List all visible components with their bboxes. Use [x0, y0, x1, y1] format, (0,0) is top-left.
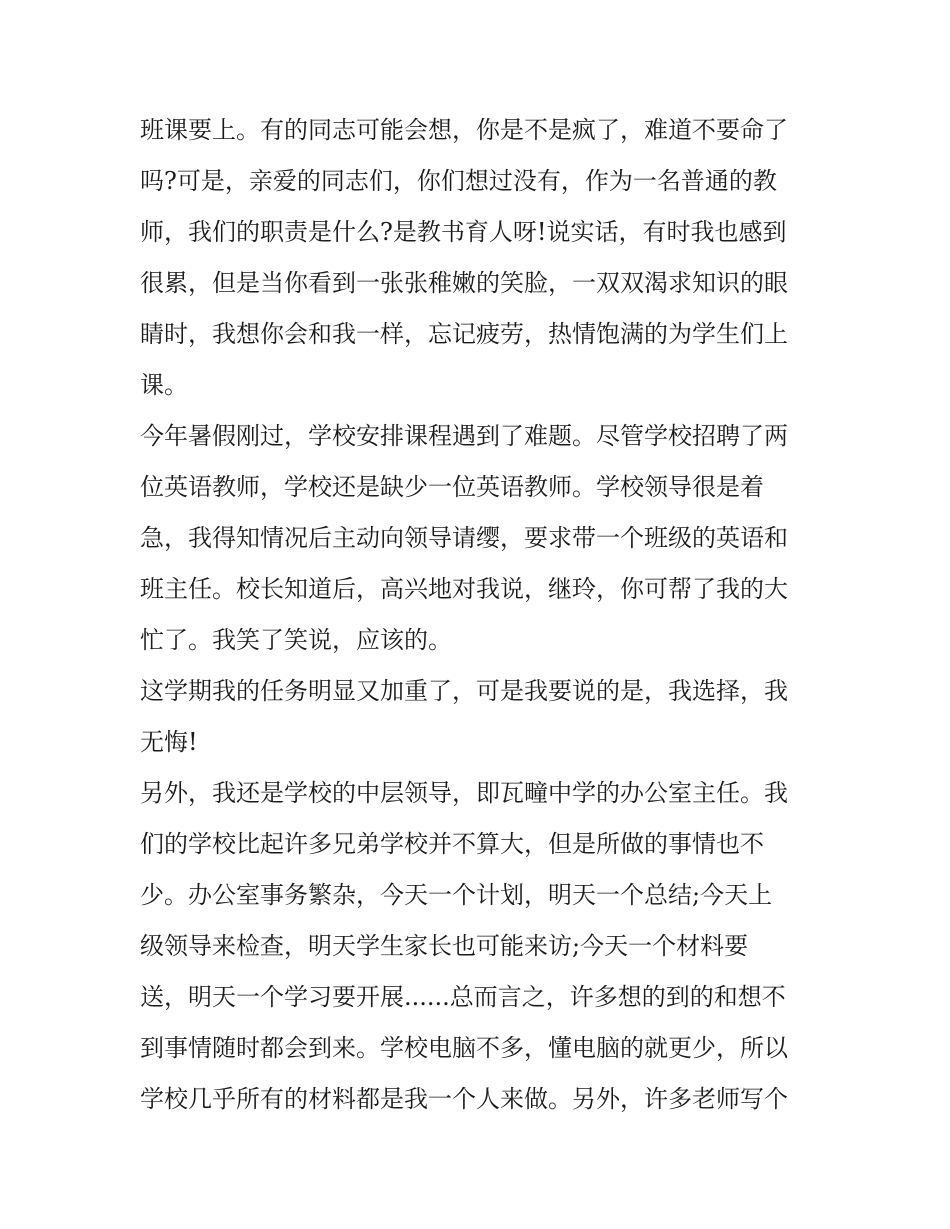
text-line: 急，我得知情况后主动向领导请缨，要求带一个班级的英语和	[140, 524, 788, 552]
text-line: 少。办公室事务繁杂，今天一个计划，明天一个总结;今天上	[140, 881, 773, 909]
text-line: 班主任。校长知道后，高兴地对我说，继玲，你可帮了我的大	[140, 575, 788, 603]
text-line: 送，明天一个学习要开展......总而言之，许多想的到的和想不	[140, 983, 786, 1011]
text-line: 们的学校比起许多兄弟学校并不算大，但是所做的事情也不	[140, 830, 764, 858]
text-line: 无悔!	[140, 728, 198, 756]
body-text	[140, 105, 820, 1125]
text-line: 今年暑假刚过，学校安排课程遇到了难题。尽管学校招聘了两	[140, 422, 788, 450]
text-line: 课。	[140, 371, 188, 399]
text-line: 学校几乎所有的材料都是我一个人来做。另外，许多老师写个	[140, 1085, 788, 1113]
text-line: 位英语教师，学校还是缺少一位英语教师。学校领导很是着	[140, 473, 764, 501]
text-line: 吗?可是，亲爱的同志们，你们想过没有，作为一名普通的教	[140, 167, 777, 195]
text-line: 睛时，我想你会和我一样，忘记疲劳，热情饱满的为学生们上	[140, 320, 788, 348]
text-line: 忙了。我笑了笑说，应该的。	[140, 626, 452, 654]
text-line: 班课要上。有的同志可能会想，你是不是疯了，难道不要命了	[140, 116, 788, 144]
text-line: 另外，我还是学校的中层领导，即瓦疃中学的办公室主任。我	[140, 779, 788, 807]
text-line: 这学期我的任务明显又加重了，可是我要说的是，我选择，我	[140, 677, 788, 705]
text-line: 很累，但是当你看到一张张稚嫩的笑脸，一双双渴求知识的眼	[140, 269, 788, 297]
text-line: 级领导来检查，明天学生家长也可能来访;今天一个材料要	[140, 932, 749, 960]
text-line: 到事情随时都会到来。学校电脑不多，懂电脑的就更少，所以	[140, 1034, 788, 1062]
text-line: 师，我们的职责是什么?是教书育人呀!说实话，有时我也感到	[140, 218, 787, 246]
